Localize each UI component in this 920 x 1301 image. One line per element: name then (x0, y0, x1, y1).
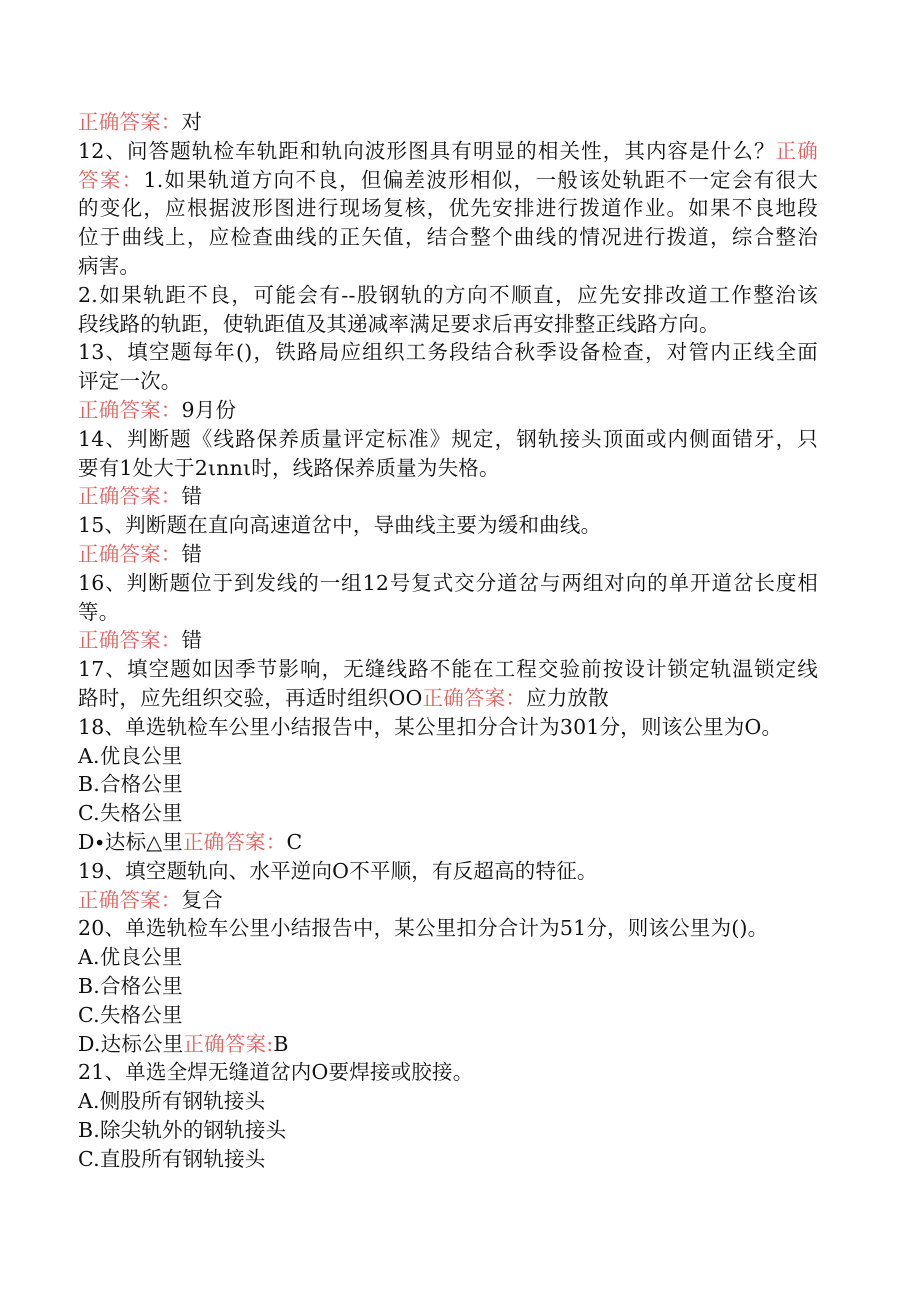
option-b: B.除尖轨外的钢轨接头 (78, 1117, 287, 1142)
question-12-line-2 (78, 166, 818, 195)
question-13-line-2: 评定一次。 (78, 369, 182, 394)
option-c: C.失格公里 (78, 1002, 183, 1027)
answer-value: 错 (181, 541, 203, 566)
option-d-with-answer (78, 1030, 818, 1059)
question-12-line-6: 2.如果轨距不良，可能会有--股钢轨的方向不顺直，应先安排改道工作整治该 (78, 282, 818, 307)
answer-label: 正确答案： (78, 110, 182, 134)
question-18-line-1: 18、单选轨检车公里小结报告中，某公里扣分合计为301分，则该公里为O。 (78, 714, 783, 739)
question-12-line-1 (78, 137, 818, 166)
question-21-line-1: 21、单选全焊无缝道岔内O要焊接或胶接。 (78, 1060, 474, 1085)
answer-value: 错 (181, 628, 203, 653)
question-14-line-1: 14、判断题《线路保养质量评定标准》规定，钢轨接头顶面或内侧面错牙，只 (78, 426, 818, 451)
question-12-line-7: 段线路的轨距，使轨距值及其递减率满足要求后再安排整正线路方向。 (78, 311, 720, 336)
option-a: A.优良公里 (78, 743, 183, 768)
answer-line (78, 482, 818, 511)
answer-value: 复合 (181, 887, 223, 912)
answer-line (78, 540, 818, 569)
question-12-line-3: 的变化，应根据波形图进行现场复核，优先安排进行拨道作业。如果不良地段 (78, 196, 818, 221)
question-19-line-1: 19、填空题轨向、水平逆向O不平顺，有反超高的特征。 (78, 858, 598, 883)
answer-label: 正确答案： (78, 484, 182, 509)
option-a: A.侧股所有钢轨接头 (78, 1089, 266, 1114)
answer-line (78, 396, 818, 425)
answer-label-part: 正确 (775, 138, 818, 163)
option-d-with-answer (78, 828, 818, 857)
option-d: D∙达标△里 (78, 829, 183, 854)
answer-value: B (273, 1031, 289, 1056)
question-12-line-5: 病害。 (78, 253, 141, 278)
question-13-line-1: 13、填空题每年()，铁路局应组织工务段结合秋季设备检查，对管内正线全面 (78, 340, 818, 365)
question-14-line-2: 要有1处大于2ιnnι时，线路保养质量为失格。 (78, 455, 500, 480)
question-12-line-4: 位于曲线上，应检查曲线的正矢值，结合整个曲线的情况进行拨道，综合整治 (78, 225, 818, 250)
answer-value: 对 (181, 110, 203, 134)
answer-label: 正确答案: (183, 1031, 274, 1056)
answer-label: 正确答案： (78, 628, 182, 653)
document-page (78, 108, 818, 1173)
question-17-line-1: 17、填空题如因季节影响，无缝线路不能在工程交验前按设计锁定轨温锁定线 (78, 657, 818, 682)
answer-label: 正确答案： (78, 541, 182, 566)
answer-label: 正确答案： (78, 397, 182, 422)
option-b: B.合格公里 (78, 772, 183, 797)
option-d: D.达标公里 (78, 1031, 184, 1056)
answer-value: C (286, 829, 303, 854)
question-17-line-2 (78, 684, 818, 713)
answer-value: 错 (181, 484, 203, 509)
answer-label: 正确答案： (182, 829, 287, 854)
answer-line (78, 626, 818, 655)
answer-text: 1.如果轨道方向不良，但偏差波形相似，一般该处轨距不一定会有很大 (143, 167, 818, 192)
question-15-line-1: 15、判断题在直向高速道岔中，导曲线主要为缓和曲线。 (78, 513, 602, 538)
answer-value: 9月份 (181, 397, 237, 422)
option-c: C.直股所有钢轨接头 (78, 1146, 266, 1171)
option-b: B.合格公里 (78, 973, 183, 998)
answer-value: 应力放散 (526, 685, 609, 710)
question-16-line-2: 等。 (78, 599, 120, 624)
answer-label-part: 答案： (78, 167, 144, 192)
option-c: C.失格公里 (78, 801, 183, 826)
question-text: 路时，应先组织交验，再适时组织OO (78, 685, 423, 710)
question-16-line-1: 16、判断题位于到发线的一组12号复式交分道岔与两组对向的单开道岔长度相 (78, 570, 818, 595)
answer-line (78, 108, 818, 137)
answer-line (78, 886, 818, 915)
answer-label: 正确答案： (78, 887, 182, 912)
option-a: A.优良公里 (78, 945, 183, 970)
answer-label: 正确答案： (422, 685, 527, 710)
question-20-line-1: 20、单选轨检车公里小结报告中，某公里扣分合计为51分，则该公里为()。 (78, 916, 769, 941)
question-text: 12、问答题轨检车轨距和轨向波形图具有明显的相关性，其内容是什么？ (78, 138, 776, 163)
